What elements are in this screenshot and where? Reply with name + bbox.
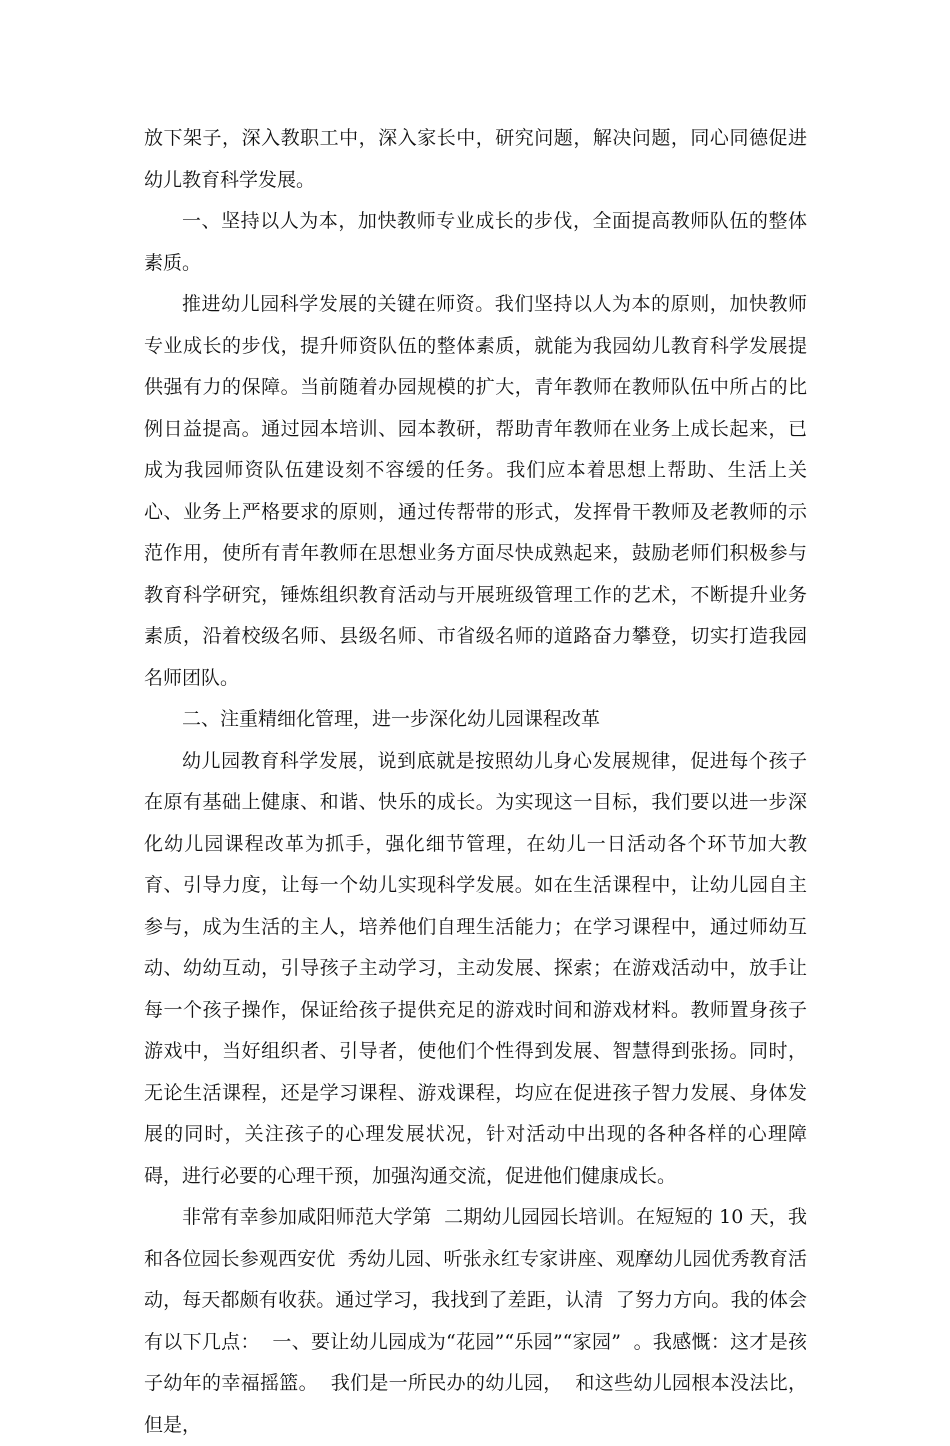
paragraph-continuation: 放下架子，深入教职工中，深入家长中，研究问题，解决问题，同心同德促进幼儿教育科学发展。 [144, 127, 807, 191]
paragraph-teacher-development: 推进幼儿园科学发展的关键在师资。我们坚持以人为本的原则，加快教师专业成长的步伐，提升师资队伍的整体素质，就能为我园幼儿教育科学发展提供强有力的保障。当前随着办园规模的扩大，青年教师在教师队伍中所占的比例日益提高。通过园本培训、园本教研，帮助青年教师在业务上成长起来，已成为我园师资队伍建设刻不容缓的任务。我们应本着思想上帮助、生活上关心、业务上严格要求的原则，通过传帮带的形式，发挥骨干教师及老教师的示范作用，使所有青年教师在思想业务方面尽快成熟起来，鼓励老师们积极参与教育科学研究，锤炼组织教育活动与开展班级管理工作的艺术，不断提升业务素质，沿着校级名师、县级名师、市省级名师的道路奋力攀登，切实打造我园名师团队。 [144, 293, 807, 689]
section-heading-1: 一、坚持以人为本，加快教师专业成长的步伐，全面提高教师队伍的整体素质。 [144, 210, 807, 274]
paragraph-curriculum-reform: 幼儿园教育科学发展，说到底就是按照幼儿身心发展规律，促进每个孩子在原有基础上健康、和谐、快乐的成长。为实现这一目标，我们要以进一步深化幼儿园课程改革为抓手，强化细节管理，在幼儿一日活动各个环节加大教育、引导力度，让每一个幼儿实现科学发展。如在生活课程中，让幼儿园自主参与，成为生活的主人，培养他们自理生活能力；在学习课程中，通过师幼互动、幼幼互动，引导孩子主动学习，主动发展、探索；在游戏活动中，放手让每一个孩子操作，保证给孩子提供充足的游戏时间和游戏材料。教师置身孩子游戏中，当好组织者、引导者，使他们个性得到发展、智慧得到张扬。同时，无论生活课程，还是学习课程、游戏课程，均应在促进孩子智力发展、身体发展的同时，关注孩子的心理发展状况，针对活动中出现的各种各样的心理障碍，进行必要的心理干预，加强沟通交流，促进他们健康成长。 [144, 749, 807, 1187]
paragraph-training-reflection: 非常有幸参加咸阳师范大学第 二期幼儿园园长培训。在短短的 10 天，我和各位园长参观西安优 秀幼儿园、听张永红专家讲座、观摩幼儿园优秀教育活动，每天都颇有收获。通过学习，我找到了差距，认清 了努力方向。我的体会有以下几点： 一、要让幼儿园成为“花园”“乐园”“家园” 。我感慨：这才是孩子幼年的幸福摇篮。 我们是一所民办的幼儿园， 和这些幼儿园根本没法比， 但是， [144, 1206, 820, 1436]
document-body [144, 118, 820, 1446]
section-heading-2: 二、注重精细化管理，进一步深化幼儿园课程改革 [182, 708, 601, 730]
